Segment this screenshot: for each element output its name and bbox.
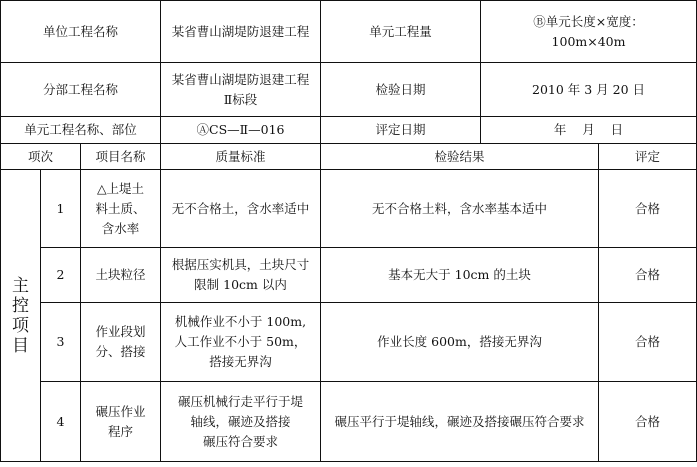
row-inspection-result: 基本无大于 10cm 的土块: [321, 248, 599, 303]
sub-project-label: 分部工程名称: [1, 63, 161, 117]
col-item-name: 项目名称: [81, 144, 161, 170]
unit-quantity-value-line2: 100m×40m: [551, 33, 626, 49]
inspection-date-value: 2010 年 3 月 20 日: [481, 63, 697, 117]
group-label-char: 控: [12, 295, 29, 316]
group-label-char: 主: [12, 275, 29, 296]
row-item-name-line: 程序: [108, 423, 134, 439]
table-row: [1, 382, 697, 462]
header-row-unit-project: [1, 1, 697, 63]
main-control-items-label: [1, 170, 41, 462]
row-inspection-result: 碾压平行于堤轴线，碾迹及搭接碾压符合要求: [321, 382, 599, 462]
row-item-name-line: 分、搭接: [95, 344, 146, 359]
row-no: 2: [41, 248, 81, 303]
row-assessment: 合格: [599, 170, 697, 248]
row-quality-standard: [161, 382, 321, 462]
row-quality-standard-line: 无不合格土，含水率适中: [171, 200, 310, 216]
row-no: 3: [41, 303, 81, 382]
unit-name-value: ⒶCS—Ⅱ—016: [161, 117, 321, 144]
row-item-name: [81, 170, 161, 248]
row-quality-standard-line: 根据压实机具，土块尺寸: [171, 257, 310, 272]
sub-project-value-line1: 某省曹山湖堤防退建工程: [171, 71, 310, 87]
row-inspection-result: 作业长度 600m，搭接无界沟: [321, 303, 599, 382]
row-item-name-line: 料土质、: [95, 200, 146, 216]
row-item-name: [81, 382, 161, 462]
row-item-name-line: 碾压作业: [95, 403, 146, 419]
row-quality-standard-line: 搭接无界沟: [209, 354, 272, 369]
row-quality-standard-line: 碾压符合要求: [203, 433, 279, 449]
table-row: [1, 170, 697, 248]
unit-name-label: 单元工程名称、部位: [1, 117, 161, 144]
table-row: [1, 248, 697, 303]
group-label-char: 目: [12, 335, 29, 356]
inspection-date-label: 检验日期: [321, 63, 481, 117]
row-assessment: 合格: [599, 248, 697, 303]
row-no: 1: [41, 170, 81, 248]
row-item-name-line: 含水率: [101, 220, 140, 236]
col-assessment: 评定: [599, 144, 697, 170]
sub-project-value: [161, 63, 321, 117]
row-no: 4: [41, 382, 81, 462]
header-row-unit-name: [1, 117, 697, 144]
unit-quantity-value: [481, 1, 697, 63]
row-assessment: 合格: [599, 303, 697, 382]
row-quality-standard: [161, 303, 321, 382]
row-quality-standard-line: 轴线，碾迹及搭接: [190, 413, 291, 429]
unit-project-value: 某省曹山湖堤防退建工程: [161, 1, 321, 63]
row-item-name: [81, 303, 161, 382]
assessment-date-label: 评定日期: [321, 117, 481, 144]
row-assessment: 合格: [599, 382, 697, 462]
col-inspection-result: 检验结果: [321, 144, 599, 170]
row-quality-standard: [161, 170, 321, 248]
col-quality-standard: 质量标准: [161, 144, 321, 170]
row-item-name-line: 土块粒径: [95, 267, 146, 282]
column-header-row: [1, 144, 697, 170]
row-quality-standard-line: 机械作业不小于 100m,: [174, 314, 307, 329]
row-item-name: [81, 248, 161, 303]
row-quality-standard-line: 人工作业不小于 50m，: [174, 334, 307, 349]
row-item-name-line: 作业段划: [95, 324, 146, 339]
sub-project-value-line2: Ⅱ标段: [223, 91, 258, 107]
row-inspection-result: 无不合格土料，含水率基本适中: [321, 170, 599, 248]
header-row-sub-project: [1, 63, 697, 117]
row-quality-standard-line: 碾压机械行走平行于堤: [178, 393, 304, 409]
assessment-date-value: 年 月 日: [481, 117, 697, 144]
row-quality-standard-line: 限制 10cm 以内: [194, 277, 287, 292]
table-row: [1, 303, 697, 382]
unit-quantity-label: 单元工程量: [321, 1, 481, 63]
group-label-char: 项: [12, 315, 29, 336]
unit-project-label: 单位工程名称: [1, 1, 161, 63]
col-item-no: 项次: [1, 144, 81, 170]
unit-quantity-value-line1: Ⓑ单元长度×宽度：: [533, 13, 644, 29]
row-item-name-line: △上堤土: [96, 180, 145, 196]
row-quality-standard: [161, 248, 321, 303]
